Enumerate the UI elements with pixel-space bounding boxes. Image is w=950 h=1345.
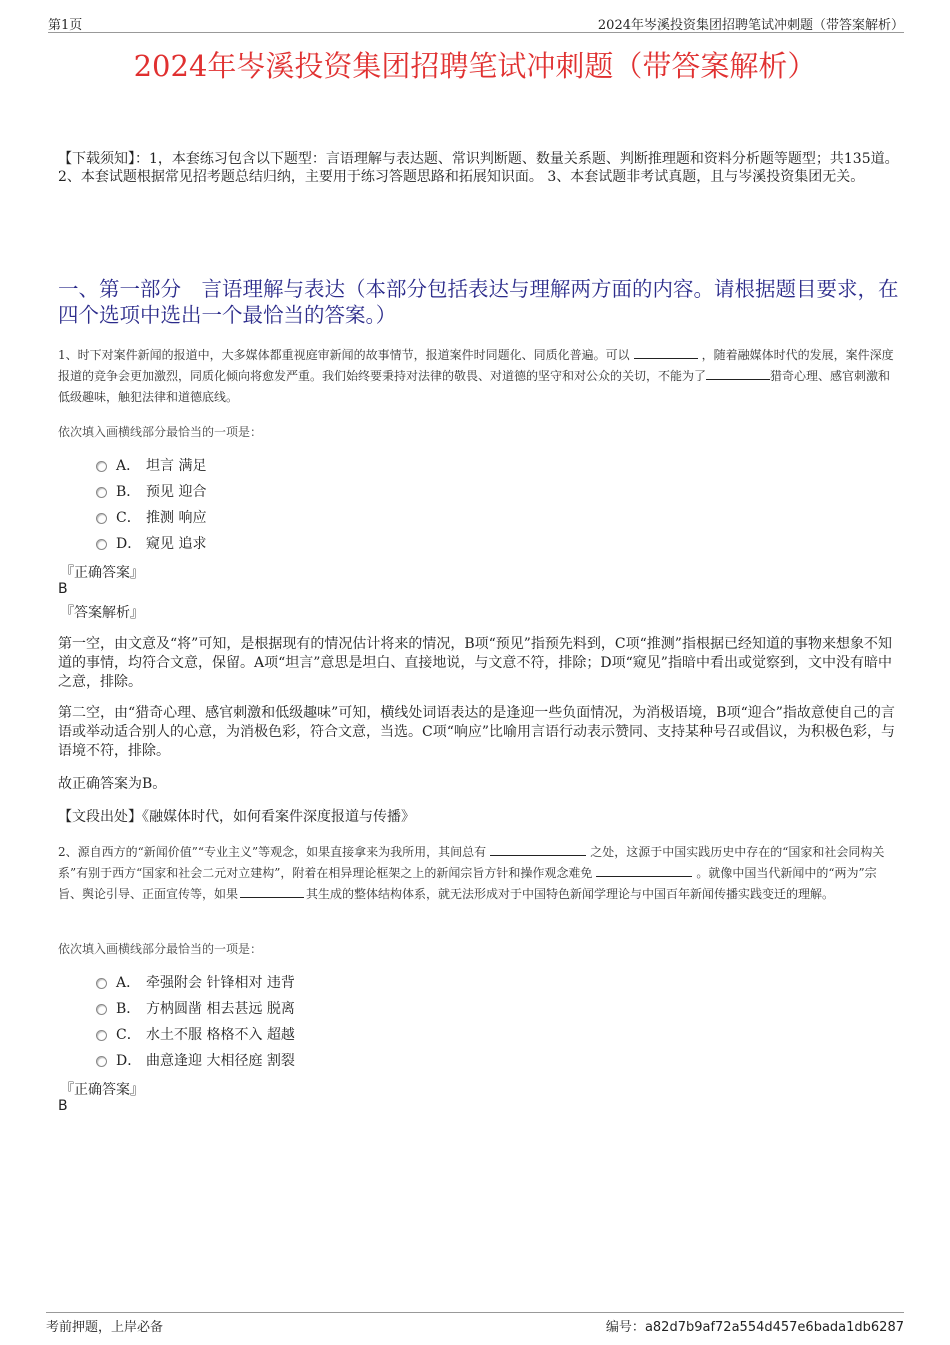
question-1-options — [96, 453, 206, 557]
fill-blank — [490, 842, 586, 856]
question-2-text: 2、源自西方的“新闻价值”“专业主义”等观念，如果直接拿来为我所用，其间总有 之处，这源于中国实践历史中存在的“国家和社会同构关系”有别于西方“国家和社会二元对立建构”，附着在相异理论框架之上的新闻宗旨方针和操作观念难免 。就像中国当代新闻中的“两为”宗旨、舆论引导、正面宣传等，如果 其生成的整体结构体系，就无法形成对于中国特色新闻学理论与中国百年新闻传播实践变迁的理解。 — [58, 842, 900, 905]
option-b[interactable]: B． 方枘圆凿 相去甚远 脱离 — [96, 996, 295, 1022]
page-number: 第1页 — [48, 18, 83, 33]
analysis-label: 『答案解析』 — [60, 605, 144, 621]
analysis-paragraph-1: 第一空，由文意及“将”可知，是根据现有的情况估计将来的情况，B项“预见”指预先料到，C项“推测”指根据已经知道的事物来想象不知道的事情，均符合文意，保留。A项“坦言”意思是坦白、直接地说，与文意不符，排除；D项“窥见”指暗中看出或觉察到，文中没有暗中之意，排除。 — [58, 636, 892, 690]
option-a[interactable]: A． 牵强附会 针锋相对 违背 — [96, 970, 295, 996]
option-a[interactable]: A． 坦言 满足 — [96, 453, 206, 479]
option-d[interactable]: D． 曲意逢迎 大相径庭 割裂 — [96, 1048, 295, 1074]
document-title: 2024年岑溪投资集团招聘笔试冲刺题（带答案解析） — [133, 49, 817, 83]
download-notice: 【下载须知】：1，本套练习包含以下题型：言语理解与表达题、常识判断题、数量关系题、判断推理题和资料分析题等题型；共135道。 2、本套试题根据常见招考题总结归纳，主要用于练习答题思路和拓展知识面。 3、本套试题非考试真题，且与岑溪投资集团无关。 — [58, 151, 899, 185]
option-c[interactable]: C． 推测 响应 — [96, 505, 206, 531]
question-2-instruction: 依次填入画横线部分最恰当的一项是： — [58, 942, 263, 956]
radio-button[interactable] — [96, 1056, 107, 1067]
page-footer — [46, 1312, 904, 1337]
header-doc-title: 2024年岑溪投资集团招聘笔试冲刺题（带答案解析） — [597, 18, 904, 33]
question-2-options — [96, 970, 295, 1074]
answer-label: 『正确答案』 — [60, 1082, 144, 1098]
fill-blank — [240, 884, 304, 898]
radio-button[interactable] — [96, 487, 107, 498]
analysis-paragraph-2: 第二空，由“猎奇心理、感官刺激和低级趣味”可知，横线处词语表达的是逢迎一些负面情况，为消极语境，B项“迎合”指故意使自己的言语或举动适合别人的心意，为消极色彩，符合文意，当选。C项“响应”比喻用言语行动表示赞同、支持某种号召或倡议，为积极色彩，与语境不符，排除。 — [58, 705, 896, 759]
radio-button[interactable] — [96, 1030, 107, 1041]
option-b[interactable]: B． 预见 迎合 — [96, 479, 206, 505]
radio-button[interactable] — [96, 1004, 107, 1015]
question-1-text: 1、时下对案件新闻的报道中，大多媒体都重视庭审新闻的故事情节，报道案件时同题化、同质化普遍。可以 ，随着融媒体时代的发展，案件深度报道的竞争会更加激烈，同质化倾向将愈发严重。我们始终要秉持对法律的敬畏、对道德的坚守和对公众的关切，不能为了 猎奇心理、感官刺激和低级趣味，触犯法律和道德底线。 — [58, 345, 900, 408]
footer-slogan: 考前押题，上岸必备 — [46, 1320, 164, 1335]
radio-button[interactable] — [96, 978, 107, 989]
fill-blank — [596, 863, 692, 877]
radio-button[interactable] — [96, 461, 107, 472]
answer-value: B — [58, 1098, 68, 1114]
page-header — [48, 12, 904, 33]
option-d[interactable]: D． 窥见 追求 — [96, 531, 206, 557]
section-heading: 一、第一部分 言语理解与表达（本部分包括表达与理解两方面的内容。请根据题目要求，在四个选项中选出一个最恰当的答案。） — [58, 277, 899, 327]
footer-code: 编号：a82d7b9af72a554d457e6bada1db6287 — [605, 1320, 904, 1335]
answer-value: B — [58, 581, 68, 597]
option-c[interactable]: C． 水土不服 格格不入 超越 — [96, 1022, 295, 1048]
fill-blank — [706, 366, 770, 380]
answer-label: 『正确答案』 — [60, 565, 144, 581]
radio-button[interactable] — [96, 539, 107, 550]
question-1-instruction: 依次填入画横线部分最恰当的一项是： — [58, 425, 263, 439]
radio-button[interactable] — [96, 513, 107, 524]
analysis-conclusion: 故正确答案为B。 — [58, 776, 167, 792]
source-citation: 【文段出处】《融媒体时代，如何看案件深度报道与传播》 — [58, 809, 415, 825]
fill-blank — [634, 345, 698, 359]
